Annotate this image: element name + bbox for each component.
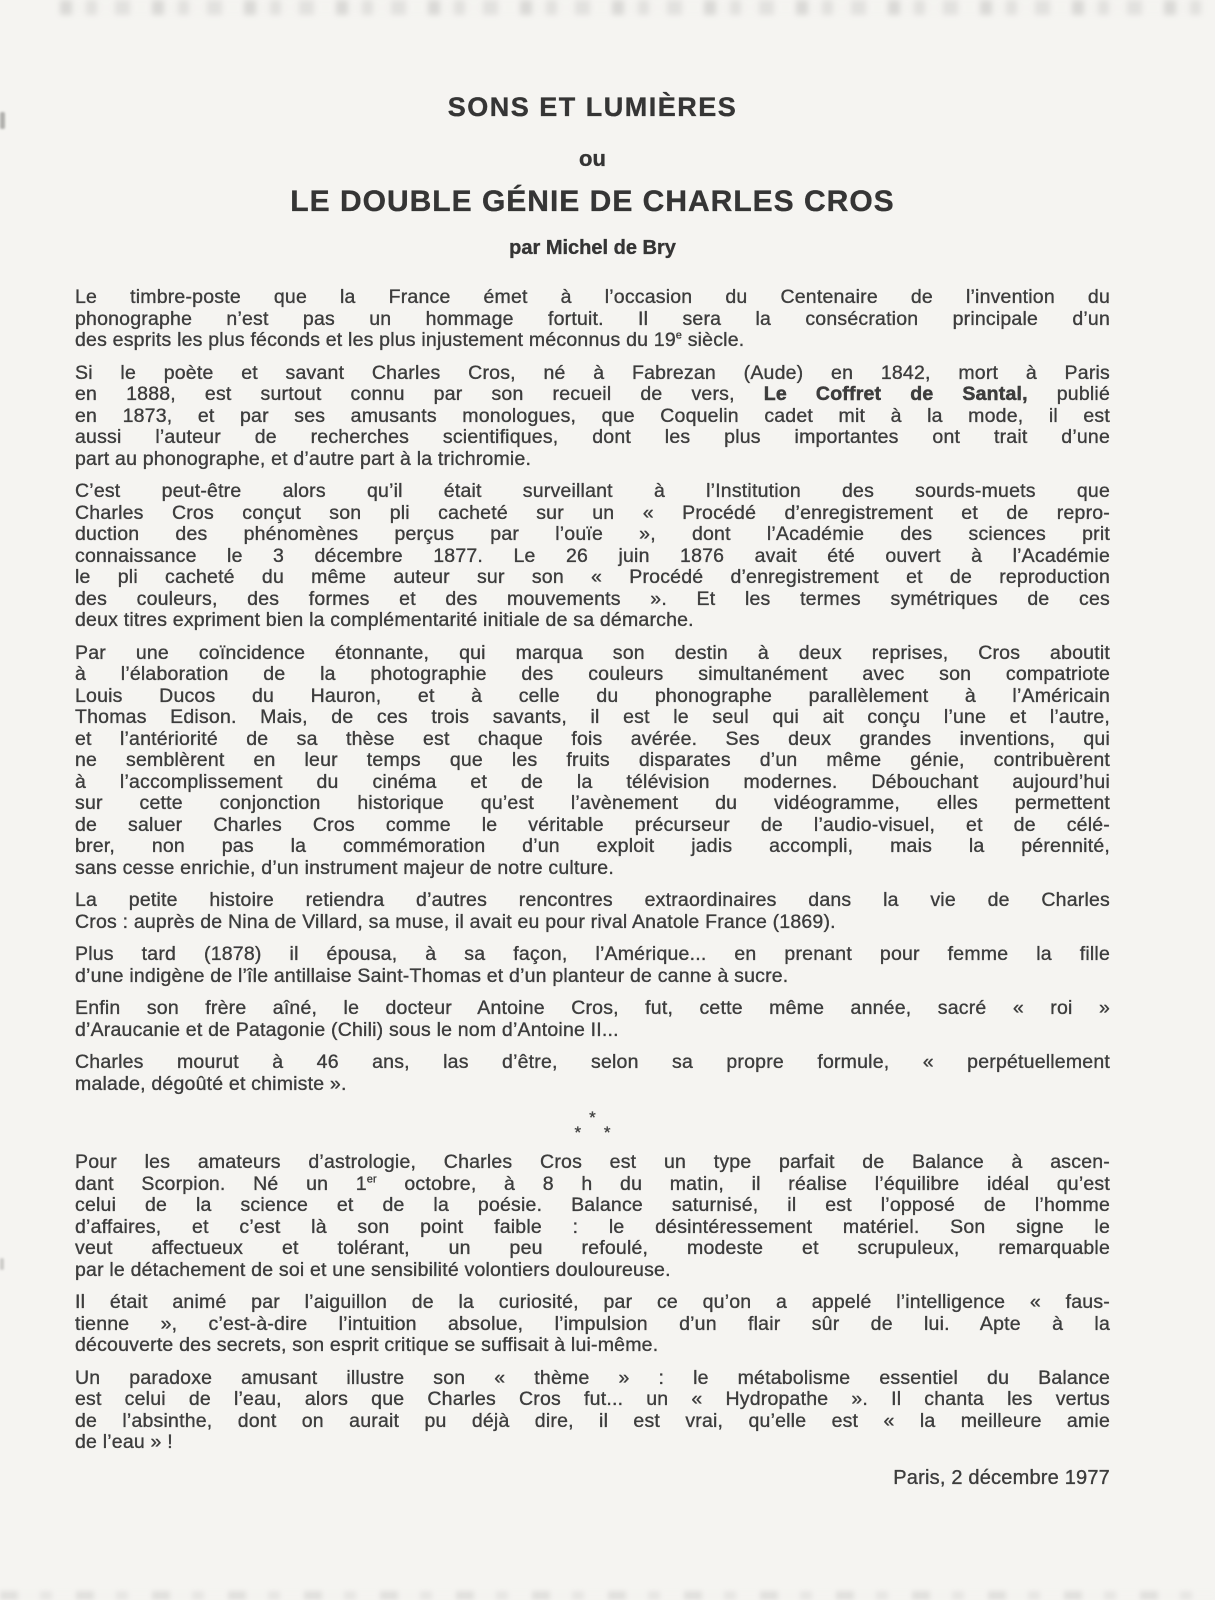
text-line: Un paradoxe amusant illustre son « thème » : le métabolisme essentiel du Balance [75, 1366, 1110, 1389]
title-sub: LE DOUBLE GÉNIE DE CHARLES CROS [290, 185, 895, 218]
text-line: duction des phénomènes perçus par l’ouïe », dont l’Académie des sciences prit [75, 523, 1110, 545]
paragraph [75, 481, 1110, 632]
asterisk-separator [75, 1108, 1110, 1142]
text-line: Charles Cros conçut son pli cacheté sur un « Procédé d’enregistrement et de repro- [75, 501, 1110, 524]
text-line: deux titres expriment bien la complémentarité initiale de sa démarche. [75, 609, 694, 631]
text-line: des esprits les plus féconds et les plus injustement méconnus du 19e siècle. [75, 329, 745, 351]
text-line: Si le poète et savant Charles Cros, né à Fabrezan (Aude) en 1842, mort à Paris [75, 361, 1110, 384]
signature-dateline: Paris, 2 décembre 1977 [893, 1466, 1110, 1489]
paragraph [75, 944, 1110, 987]
text-line: aussi l’auteur de recherches scientifiques, dont les plus importantes ont trait d’une [75, 426, 1110, 448]
text-line: en 1873, et par ses amusants monologues, que Coquelin cadet mit à la mode, il est [75, 404, 1110, 427]
text-line: malade, dégoûté et chimiste ». [75, 1072, 347, 1095]
text-line: connaissance le 3 décembre 1877. Le 26 juin 1876 avait été ouvert à l’Académie [75, 544, 1110, 567]
text-line: brer, non pas la commémoration d’un exploit jadis accompli, mais la pérennité, [75, 835, 1110, 857]
text-line: ne semblèrent en leur temps que les fruits disparates d’un même génie, contribuèrent [75, 749, 1110, 771]
paragraph [75, 363, 1110, 471]
text-line: à l’accomplissement du cinéma et de la télévision modernes. Débouchant aujourd’hui [75, 770, 1110, 793]
text-line: celui de la science et de la poésie. Balance saturnisé, il est l’opposé de l’homme [75, 1194, 1110, 1216]
text-line: C’est peut-être alors qu’il était surveillant à l’Institution des sourds-muets que [75, 480, 1110, 502]
text-line: en 1888, est surtout connu par son recueil de vers, Le Coffret de Santal, publié [75, 383, 1110, 405]
scan-artifact-bottom [0, 1591, 1215, 1600]
text-line: dant Scorpion. Né un 1er octobre, à 8 h du matin, il réalise l’équilibre idéal qu’est [75, 1172, 1110, 1195]
text-line: par le détachement de soi et une sensibilité volontiers douloureuse. [75, 1258, 671, 1281]
text-line: de l’absinthe, dont on aurait pu déjà dire, il est vrai, qu’elle est « la meilleure amie [75, 1409, 1110, 1432]
text-line: Enfin son frère aîné, le docteur Antoine Cros, fut, cette même année, sacré « roi » [75, 997, 1110, 1019]
paragraph [75, 1292, 1110, 1357]
text-line: est celui de l’eau, alors que Charles Cros fut... un « Hydropathe ». Il chanta les vertus [75, 1388, 1110, 1410]
text-line: d’Araucanie et de Patagonie (Chili) sous le nom d’Antoine II... [75, 1018, 619, 1041]
text-line: Charles mourut à 46 ans, las d’être, selon sa propre formule, « perpétuellement [75, 1051, 1110, 1073]
text-line: d’une indigène de l’île antillaise Saint-Thomas et d’un planteur de canne à sucre. [75, 964, 789, 987]
text-line: Le timbre-poste que la France émet à l’occasion du Centenaire de l’invention du [75, 286, 1110, 308]
text-line: des couleurs, des formes et des mouvements ». Et les termes symétriques de ces [75, 587, 1110, 610]
text-line: tienne », c’est-à-dire l’intuition absolue, l’impulsion d’un flair sûr de lui. Apte à la [75, 1312, 1110, 1335]
text-line: d’affaires, et c’est là son point faible : le désintéressement matériel. Son signe le [75, 1215, 1110, 1238]
text-line: le pli cacheté du même auteur sur son « Procédé d’enregistrement et de reproduction [75, 566, 1110, 588]
paragraph [75, 1368, 1110, 1454]
paragraph [75, 998, 1110, 1041]
text-line: Cros : auprès de Nina de Villard, sa muse, il avait eu pour rival Anatole France (1869). [75, 910, 836, 933]
text-line: découverte des secrets, son esprit critique se suffisait à lui-même. [75, 1334, 659, 1356]
paragraph [75, 287, 1110, 352]
paragraph [75, 1052, 1110, 1095]
text-line: Plus tard (1878) il épousa, à sa façon, l’Amérique... en prenant pour femme la fille [75, 943, 1110, 965]
text-line: Pour les amateurs d’astrologie, Charles Cros est un type parfait de Balance à ascen- [75, 1151, 1110, 1173]
text-line: Par une coïncidence étonnante, qui marqua son destin à deux reprises, Cros aboutit [75, 641, 1110, 664]
text-line: et l’antériorité de sa thèse est chaque fois avérée. Ses deux grandes inventions, qui [75, 727, 1110, 750]
text-line: sans cesse enrichie, d’un instrument majeur de notre culture. [75, 856, 614, 879]
text-line: veut affectueux et tolérant, un peu refoulé, modeste et scrupuleux, remarquable [75, 1237, 1110, 1259]
separator-row-2: * * [574, 1123, 620, 1142]
text-line: sur cette conjonction historique qu’est l’avènement du vidéogramme, elles permettent [75, 792, 1110, 814]
section-2 [75, 1152, 1110, 1454]
title-connector: ou [579, 146, 606, 171]
paragraph [75, 643, 1110, 880]
separator-row-1: * [589, 1108, 596, 1127]
text-line: de l’eau » ! [75, 1431, 173, 1453]
byline: par Michel de Bry [509, 237, 676, 259]
title-main: SONS ET LUMIÈRES [447, 92, 738, 122]
text-line: part au phonographe, et d’autre part à la trichromie. [75, 447, 532, 470]
text-line: La petite histoire retiendra d’autres rencontres extraordinaires dans la vie de Charles [75, 889, 1110, 911]
paragraph [75, 890, 1110, 933]
text-line: Louis Ducos du Hauron, et à celle du phonographe parallèlement à l’Américain [75, 684, 1110, 707]
text-line: Il était animé par l’aiguillon de la curiosité, par ce qu’on a appelé l’intelligence « faus- [75, 1291, 1110, 1313]
section-1 [75, 287, 1110, 1095]
text-line: à l’élaboration de la photographie des couleurs simultanément avec son compatriote [75, 663, 1110, 685]
text-line: phonographe n’est pas un hommage fortuit. Il sera la consécration principale d’un [75, 307, 1110, 330]
text-line: de saluer Charles Cros comme le véritable précurseur de l’audio-visuel, et de célé- [75, 813, 1110, 836]
text-line: Thomas Edison. Mais, de ces trois savants, il est le seul qui ait conçu l’une et l’autre, [75, 706, 1110, 728]
paragraph [75, 1152, 1110, 1281]
document-header [75, 94, 1110, 258]
document-body [75, 287, 1110, 1490]
